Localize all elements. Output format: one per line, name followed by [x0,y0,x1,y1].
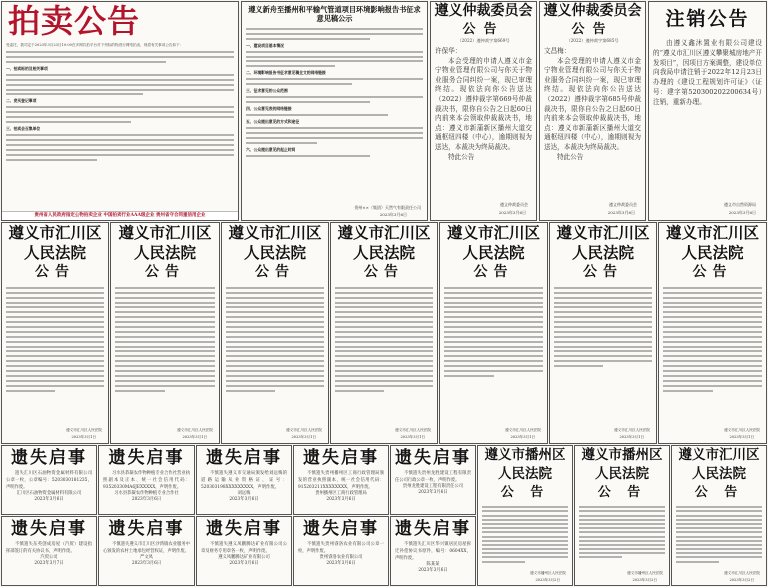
lost-notice-8 [196,516,292,586]
arbitration-1-to: 许保华： [435,47,462,55]
lost-8-text: 不慎遗失遵义凤鹏腾达矿业有限公司公章及财务专用章各一枚，声明作废。 [201,542,287,554]
lost-5-text: 不慎遗失贵州龙胜建设工程有限责任公司行政公章一枚，声明作废。 [395,471,471,483]
lost-7-text: 不慎遗失遵义市汇川区沙湾镇农业服务中心颁发的农村土地承包经营权证，声明作废。 [103,542,190,554]
lost-9-date: 2023年3月6日 [326,561,356,566]
court-2-name: 遵义市汇川区人民法院 [118,223,212,262]
auction-intro: 受委托，我司定于2023年3月23日10:00在多网共拍平台对下列标的物进行网络拍卖，现将有关事项公告如下： [6,43,184,47]
court-huichuan-8-title: 公 告 [694,485,744,500]
lost-10-text: 不慎遗失汇川区华兴镇居民房屋拆迁补偿协议书原件，编号：0604XX，声明作废。 [395,542,471,561]
cancel-signer: 遵义市自然资源局 [724,202,756,207]
arbitration-1-date: 2023年3月6日 [498,210,526,215]
lost-6-signer: 汽贸公司 [40,555,58,560]
lost-2-title: 遗失启事 [108,448,185,468]
eia-section-6: 六、公众提出意见的起止时间 [246,146,296,152]
court-notice-5 [439,222,548,444]
lost-1-date: 2023年3月6日 [34,497,64,502]
cancel-date: 2023年3月6日 [728,210,756,215]
cancel-text: 由遵义鑫沐置业有限公司建设的“遵义市汇川区遵义攀聚城房地产开发项目”，因项目方案调整，建设单位向我局申请注销于2022年12月23日办理的《建设工程规划许可证》（证号：建字第520300202200634号）注销，重新办理。 [653,39,762,106]
lost-6-date: 2023年3月7日 [34,561,64,566]
lost-notice-7 [98,516,195,586]
court-4-date: 2023年3月1日 [400,435,425,439]
court-5-name: 遵义市汇川区人民法院 [446,223,540,262]
arbitration-2-title: 遵义仲裁委员会 [543,3,642,19]
lost-7-title: 遗失启事 [108,519,185,539]
court-3-title: 公告 [255,264,295,280]
arbitration-2-case-no: （2022）遵仲裁字第685号 [566,38,619,43]
court-4-title: 公告 [364,264,404,280]
eia-section-5: 五、公众提出意见的方式和途径 [246,118,300,124]
lost-5-title: 遗失启事 [395,448,471,468]
court-2-date: 2023年3月1日 [182,435,207,439]
court-2-title: 公告 [145,264,185,280]
court-1-name: 遵义市汇川区人民法院 [8,223,102,262]
lost-9-signer: 贵州睿洛农业有限公司 [319,555,363,560]
arbitration-notice-2 [539,1,646,221]
arbitration-2-to: 文昌梅： [544,47,571,55]
lost-2-text: 习水县恭凝农作物种植专业合作社营业执照副本及正本、统一社会信用代码：93520330MA6JEXXXXX，声明作废。 [103,471,190,490]
eia-section-2: 二、环境影响报告书征求意见稿全文的网络链接 [246,70,326,76]
arbitration-2-date: 2023年3月6日 [607,210,635,215]
arbitration-1-closing: 特此公告 [448,152,475,161]
arbitration-1-title: 遵义仲裁委员会 [434,3,533,19]
court-7-name: 遵义市汇川区人民法院 [665,223,759,262]
court-3-name: 遵义市汇川区人民法院 [228,223,322,262]
court-bozhou-1-signer: 遵义市播州区人民法院 [530,571,566,575]
lost-2-signer: 习水县恭凝农作物种植专业合作社 [114,491,179,496]
lost-8-date: 2023年3月6日 [229,561,259,566]
lost-1-text: 遗失汇川区石油物资金属材料有限公司公章一枚，公章编号：5203030181235，声明作废。 [6,471,92,490]
lost-notice-2 [98,445,195,515]
court-6-name: 遵义市汇川区人民法院 [556,223,650,262]
court-bozhou-2-name: 遵义市播州区人民法院 [581,447,663,482]
court-notice-6 [549,222,657,444]
court-4-name: 遵义市汇川区人民法院 [337,223,431,262]
eia-date: 2023年3月6日 [379,212,407,217]
court-bozhou-1-date: 2023年3月2日 [535,578,560,582]
arbitration-1-subtitle: 公告 [462,22,505,37]
lost-8-title: 遗失启事 [206,519,282,539]
lost-notice-9 [293,516,389,586]
court-2-signer: 遵义市汇川区人民法院 [177,428,213,432]
court-5-date: 2023年3月1日 [510,435,535,439]
eia-section-4: 四、公众意见表的网络链接 [246,105,292,111]
lost-1-title: 遗失启事 [11,448,87,468]
lost-9-title: 遗失启事 [303,519,379,539]
lost-3-title: 遗失启事 [206,448,282,468]
lost-3-signer: 刘远梅 [237,491,251,496]
lost-4-date: 2023年3月6日 [326,497,356,502]
lost-notice-5 [390,445,476,515]
court-bozhou-2-date: 2023年3月2日 [632,578,657,582]
court-1-title: 公告 [35,264,75,280]
lost-4-signer: 贵州播州区工商行政管理局 [315,491,367,496]
arbitration-1-case-no: （2022）遵仲裁字第669号 [457,38,510,43]
lost-notice-1 [1,445,97,515]
court-3-date: 2023年3月1日 [291,435,316,439]
court-6-title: 公告 [583,264,623,280]
court-notice-4 [330,222,438,444]
arbitration-1-signer: 遵义仲裁委员会 [500,202,528,207]
auction-section-3: 三、拍卖会召集单位 [6,125,41,131]
court-huichuan-8-date: 2023年3月2日 [729,578,754,582]
court-notice-bozhou-2 [574,445,670,586]
arbitration-2-closing: 特此公告 [557,152,584,161]
court-4-signer: 遵义市汇川区人民法院 [395,428,431,432]
arbitration-1-text: 本会受理的申请人遵义市金宁物业管理有限公司与你关于物业服务合同纠纷一案，现已审理终结。现依法向你公告送达（2022）遵仲裁字第669号仲裁裁决书，限你自公告之日起60日内前来本会领取仲裁裁决书，地点：遵义市新蒲新区播州大道交通枢纽四楼（中心），逾期则视为送达，本裁决为终局裁决。 [435,56,532,151]
court-notice-1 [1,222,109,444]
lost-notice-6 [1,516,97,586]
eia-section-1: 一、建设项目基本情况 [246,42,284,48]
lost-7-date: 2023年3月6日 [131,561,162,566]
auction-footer: 贵州省人民政府指定公物拍卖企业 中国拍卖行业AAA级企业 贵州省守合同重信用企业 [2,211,238,220]
lost-6-text: 不慎遗失东英创成房屋（汽贸）建设指挥部签订的有关协议书，声明作废。 [6,542,92,554]
court-bozhou-2-title: 公 告 [597,485,647,500]
court-bozhou-1-name: 遵义市播州区人民法院 [484,447,566,482]
lost-10-title: 遗失启事 [395,519,471,539]
court-7-title: 公告 [692,264,733,280]
court-notice-bozhou-1 [477,445,573,586]
arbitration-notice-1 [430,1,537,221]
auction-title: 拍卖公告 [8,2,141,40]
court-1-date: 2023年3月1日 [71,435,96,439]
lost-notice-3 [196,445,292,515]
court-bozhou-1-title: 公 告 [500,485,550,500]
lost-9-text: 不慎遗失贵州睿洛农业有限公司公章一枚，声明作废。 [298,542,384,554]
court-huichuan-8-name: 遵义市汇川区人民法院 [678,447,760,482]
cancel-title: 注销公告 [665,8,750,30]
lost-7-signer: 严文凤 [140,555,153,560]
auction-section-2: 二、竞买登记事项 [6,98,37,104]
eia-section-3: 三、征求意见的公众范围 [246,88,288,94]
lost-10-signer: 陈某某 [426,562,440,567]
lost-3-date: 2023年3月6日 [229,497,259,502]
lost-notice-10 [390,516,476,586]
court-6-date: 2023年3月1日 [619,435,644,439]
court-7-signer: 遵义市汇川区人民法院 [724,428,760,432]
court-7-date: 2023年3月1日 [729,435,754,439]
lost-4-title: 遗失启事 [303,448,379,468]
court-notice-3 [221,222,329,444]
court-1-signer: 遵义市汇川区人民法院 [66,428,102,432]
lost-10-date: 2023年3月6日 [418,568,448,573]
lost-1-signer: 汇川区石油物资金属材料有限公司 [16,491,82,496]
lost-5-date: 2023年3月6日 [418,490,448,495]
cancellation-notice [648,1,767,221]
arbitration-2-text: 本会受理的申请人遵义市金宁物业管理有限公司与你关于物业服务合同纠纷一案，现已审理终结。现依法向你公告送达（2022）遵仲裁字第685号仲裁裁决书，限你自公告之日起60日内前来本会领取仲裁裁决书，地点：遵义市新蒲新区播州大道交通枢纽四楼（中心），逾期则视为送达，本裁决为终局裁决。 [544,56,641,151]
court-row [1,222,767,444]
court-6-signer: 遵义市汇川区人民法院 [614,428,650,432]
court-5-signer: 遵义市汇川区人民法院 [505,428,541,432]
eia-signer: 贵州××（集团）天然气有限责任公司 [354,205,421,210]
arbitration-2-signer: 遵义仲裁委员会 [609,202,637,207]
court-huichuan-8-signer: 遵义市汇川区人民法院 [724,571,760,575]
eia-notice [241,1,428,221]
auction-notice [1,1,239,221]
auction-section-1: 一、拍卖标的及相关事项 [6,65,48,71]
eia-title: 遵义新舟至播州和平输气管道项目环境影响报告书征求意见稿公示 [248,5,421,23]
lost-notice-4 [293,445,389,515]
court-5-title: 公告 [473,264,514,280]
court-notice-huichuan-8 [671,445,767,586]
court-notice-2 [110,222,220,444]
court-notice-7 [658,222,767,444]
lost-3-text: 不慎遗失遵义市交通局颁发给刘远梅的道路运输从业资格证，证号：520303198XXXXXXXXX，声明作废。 [201,471,287,490]
lost-4-text: 不慎遗失贵州播州区工商行政管理局颁发的营业执照副本，统一社会信用代码：915203211XXXXXXXX，声明作废。 [298,471,384,490]
court-bozhou-2-signer: 遵义市播州区人民法院 [627,571,663,575]
lost-5-signer: 贵州龙胜建设工程有限责任公司 [402,484,464,489]
lost-6-title: 遗失启事 [11,519,87,539]
lost-8-signer: 遵义凤鹏腾达矿业有限公司 [218,555,270,560]
lost-2-date: 2023年3月6日 [131,497,162,502]
court-3-signer: 遵义市汇川区人民法院 [286,428,322,432]
arbitration-2-subtitle: 公告 [571,22,614,37]
